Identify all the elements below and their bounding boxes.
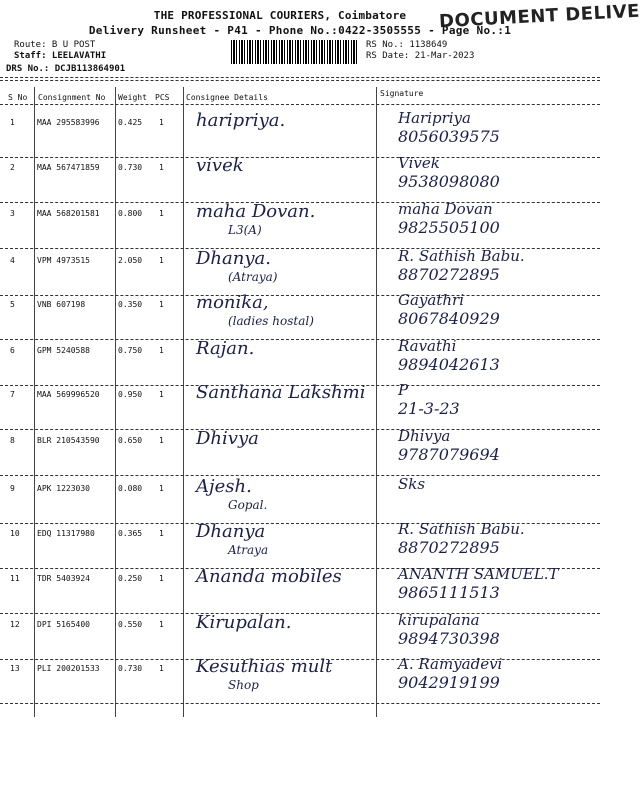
recipient-signature: maha Dovan — [398, 200, 493, 218]
consignee-name: Kirupalan. — [196, 612, 292, 633]
recipient-signature: Dhivya — [398, 427, 451, 445]
row-sno: 1 — [10, 118, 15, 127]
consignee-name: vivek — [196, 155, 244, 176]
row-pcs: 1 — [159, 256, 164, 265]
recipient-phone: 9865111513 — [398, 583, 500, 602]
col-consignment: Consignment No — [38, 93, 106, 102]
row-consignment: APK 1223030 — [37, 484, 90, 493]
row-weight: 0.750 — [118, 346, 143, 355]
row-divider — [0, 339, 600, 340]
row-weight: 0.730 — [118, 163, 143, 172]
row-weight: 0.250 — [118, 574, 143, 583]
row-sno: 3 — [10, 209, 15, 218]
row-consignment: GPM 5240588 — [37, 346, 90, 355]
row-consignment: PLI 200201533 — [37, 664, 100, 673]
recipient-phone: 8870272895 — [398, 265, 500, 284]
row-weight: 0.950 — [118, 390, 143, 399]
row-sno: 12 — [10, 620, 20, 629]
consignee-note: Gopal. — [228, 498, 268, 512]
consignee-note: (Atraya) — [228, 270, 278, 284]
row-weight: 0.365 — [118, 529, 143, 538]
consignee-name: Santhana Lakshmi — [196, 382, 366, 403]
consignee-note: Shop — [228, 678, 259, 692]
delivery-stamp: DOCUMENT DELIVE — [438, 0, 640, 33]
route-label: Route: B U POST — [14, 40, 96, 50]
row-pcs: 1 — [159, 300, 164, 309]
divider — [0, 80, 600, 81]
row-consignment: BLR 210543590 — [37, 436, 100, 445]
recipient-signature: Vivek — [398, 154, 440, 172]
row-sno: 4 — [10, 256, 15, 265]
row-pcs: 1 — [159, 620, 164, 629]
row-consignment: MAA 567471859 — [37, 163, 100, 172]
row-divider — [0, 703, 600, 704]
row-weight: 0.425 — [118, 118, 143, 127]
recipient-signature: Haripriya — [398, 109, 471, 127]
recipient-phone: 9894042613 — [398, 355, 500, 374]
consignee-name: monika, — [196, 292, 269, 313]
consignee-note: Atraya — [228, 543, 269, 557]
row-weight: 0.730 — [118, 664, 143, 673]
consignee-name: Rajan. — [196, 338, 255, 359]
document-subtitle: Delivery Runsheet - P41 - Phone No.:0422-3505555 - Page No.:1 — [88, 24, 512, 37]
row-pcs: 1 — [159, 529, 164, 538]
row-pcs: 1 — [159, 484, 164, 493]
recipient-phone: 8067840929 — [398, 309, 500, 328]
recipient-phone: 8870272895 — [398, 538, 500, 557]
row-pcs: 1 — [159, 163, 164, 172]
row-sno: 11 — [10, 574, 20, 583]
recipient-signature: Gayathri — [398, 291, 464, 309]
row-weight: 0.550 — [118, 620, 143, 629]
row-consignment: MAA 295583996 — [37, 118, 100, 127]
document-title: THE PROFESSIONAL COURIERS, Coimbatore — [153, 9, 407, 22]
row-divider — [0, 429, 600, 430]
row-divider — [0, 475, 600, 476]
consignee-name: Kesuthias mult — [196, 656, 333, 677]
row-sno: 13 — [10, 664, 20, 673]
col-weight: Weight — [118, 93, 147, 102]
column-divider — [183, 87, 184, 717]
row-weight: 0.350 — [118, 300, 143, 309]
column-divider — [376, 87, 377, 717]
rs-date: RS Date: 21-Mar-2023 — [366, 51, 475, 61]
recipient-signature: P — [398, 381, 409, 399]
row-sno: 6 — [10, 346, 15, 355]
row-consignment: DPI 5165400 — [37, 620, 90, 629]
row-divider — [0, 157, 600, 158]
row-sno: 7 — [10, 390, 15, 399]
consignee-name: Ajesh. — [196, 476, 252, 497]
row-weight: 0.800 — [118, 209, 143, 218]
row-pcs: 1 — [159, 436, 164, 445]
recipient-phone: 9787079694 — [398, 445, 500, 464]
recipient-signature: Sks — [398, 475, 426, 493]
recipient-phone: 9042919199 — [398, 673, 500, 692]
column-divider — [115, 87, 116, 717]
recipient-phone: 9894730398 — [398, 629, 500, 648]
recipient-phone: 21-3-23 — [398, 399, 460, 418]
column-divider — [34, 87, 35, 717]
consignee-name: Dhanya. — [196, 248, 271, 269]
consignee-name: Dhanya — [196, 521, 266, 542]
divider — [0, 77, 600, 78]
recipient-phone: 9825505100 — [398, 218, 500, 237]
recipient-signature: R. Sathish Babu. — [398, 520, 525, 538]
row-pcs: 1 — [159, 346, 164, 355]
consignee-name: haripriya. — [196, 110, 286, 131]
col-sno: S No — [8, 93, 28, 102]
row-sno: 8 — [10, 436, 15, 445]
row-consignment: EDQ 11317980 — [37, 529, 95, 538]
recipient-signature: Ravathi — [398, 337, 457, 355]
row-divider — [0, 295, 600, 296]
row-consignment: MAA 568201581 — [37, 209, 100, 218]
recipient-signature: kirupalana — [398, 611, 480, 629]
row-sno: 9 — [10, 484, 15, 493]
recipient-signature: A. Ramyadevi — [398, 655, 503, 673]
rs-number: RS No.: 1138649 — [366, 40, 448, 50]
recipient-phone: 8056039575 — [398, 127, 500, 146]
row-consignment: VPM 4973515 — [37, 256, 90, 265]
col-pcs: PCS — [155, 93, 170, 102]
row-sno: 5 — [10, 300, 15, 309]
drs-number: DRS No.: DCJB113864901 — [6, 64, 126, 74]
row-pcs: 1 — [159, 574, 164, 583]
consignee-name: Dhivya — [196, 428, 259, 449]
row-weight: 2.050 — [118, 256, 143, 265]
consignee-note: (ladies hostal) — [228, 314, 314, 328]
consignee-note: L3(A) — [228, 223, 262, 237]
row-consignment: MAA 569996520 — [37, 390, 100, 399]
recipient-signature: ANANTH SAMUEL.T — [398, 565, 559, 583]
col-details: Consignee Details — [186, 93, 268, 102]
barcode — [231, 40, 358, 64]
row-pcs: 1 — [159, 664, 164, 673]
row-sno: 2 — [10, 163, 15, 172]
row-sno: 10 — [10, 529, 20, 538]
staff-label: Staff: LEELAVATHI — [14, 51, 107, 61]
row-consignment: VNB 607198 — [37, 300, 86, 309]
row-weight: 0.080 — [118, 484, 143, 493]
recipient-signature: R. Sathish Babu. — [398, 247, 525, 265]
row-pcs: 1 — [159, 209, 164, 218]
row-divider — [0, 613, 600, 614]
header-divider — [0, 104, 600, 105]
consignee-name: Ananda mobiles — [196, 566, 342, 587]
consignee-name: maha Dovan. — [196, 201, 316, 222]
row-pcs: 1 — [159, 118, 164, 127]
row-pcs: 1 — [159, 390, 164, 399]
row-consignment: TDR 5403924 — [37, 574, 90, 583]
col-signature: Signature — [380, 89, 424, 98]
recipient-phone: 9538098080 — [398, 172, 500, 191]
row-weight: 0.650 — [118, 436, 143, 445]
